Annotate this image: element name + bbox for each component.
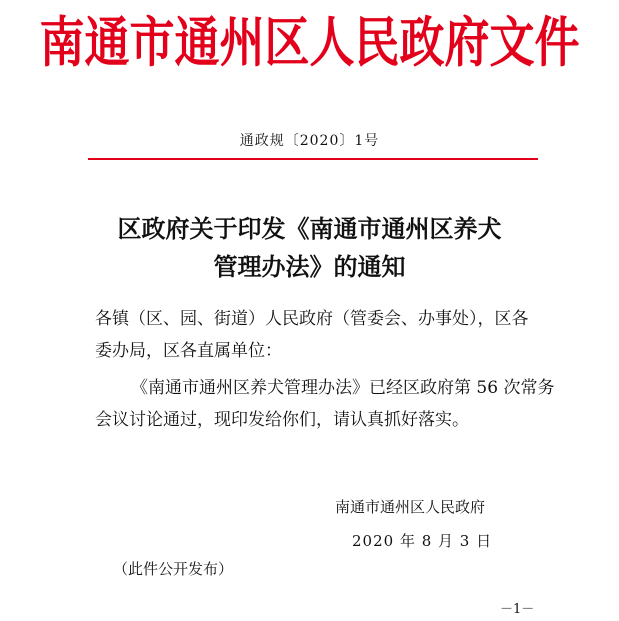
- red-divider-rule: [88, 158, 538, 160]
- page-number: －1－: [500, 602, 535, 617]
- public-release-note: （此件公开发布）: [113, 560, 234, 578]
- notice-title-line-1: 区政府关于印发《南通市通州区养犬: [117, 214, 502, 243]
- notice-title: [0, 210, 619, 286]
- body-paragraph: 《南通市通州区养犬管理办法》已经区政府第 56 次常务会议讨论通过，现印发给你们，请认真抓好落实。: [95, 378, 555, 430]
- addressee-paragraph: 各镇（区、园、街道）人民政府（管委会、办事处），区各委办局，区各直属单位：: [95, 309, 529, 361]
- signature-date: 2020 年 8 月 3 日: [352, 532, 493, 550]
- document-header-title: 南通市通州区人民政府文件: [39, 10, 580, 75]
- signature-organization: 南通市通州区人民政府: [335, 498, 486, 516]
- document-number: 通政规〔2020〕1号: [239, 133, 380, 149]
- notice-title-line-2: 管理办法》的通知: [213, 252, 406, 281]
